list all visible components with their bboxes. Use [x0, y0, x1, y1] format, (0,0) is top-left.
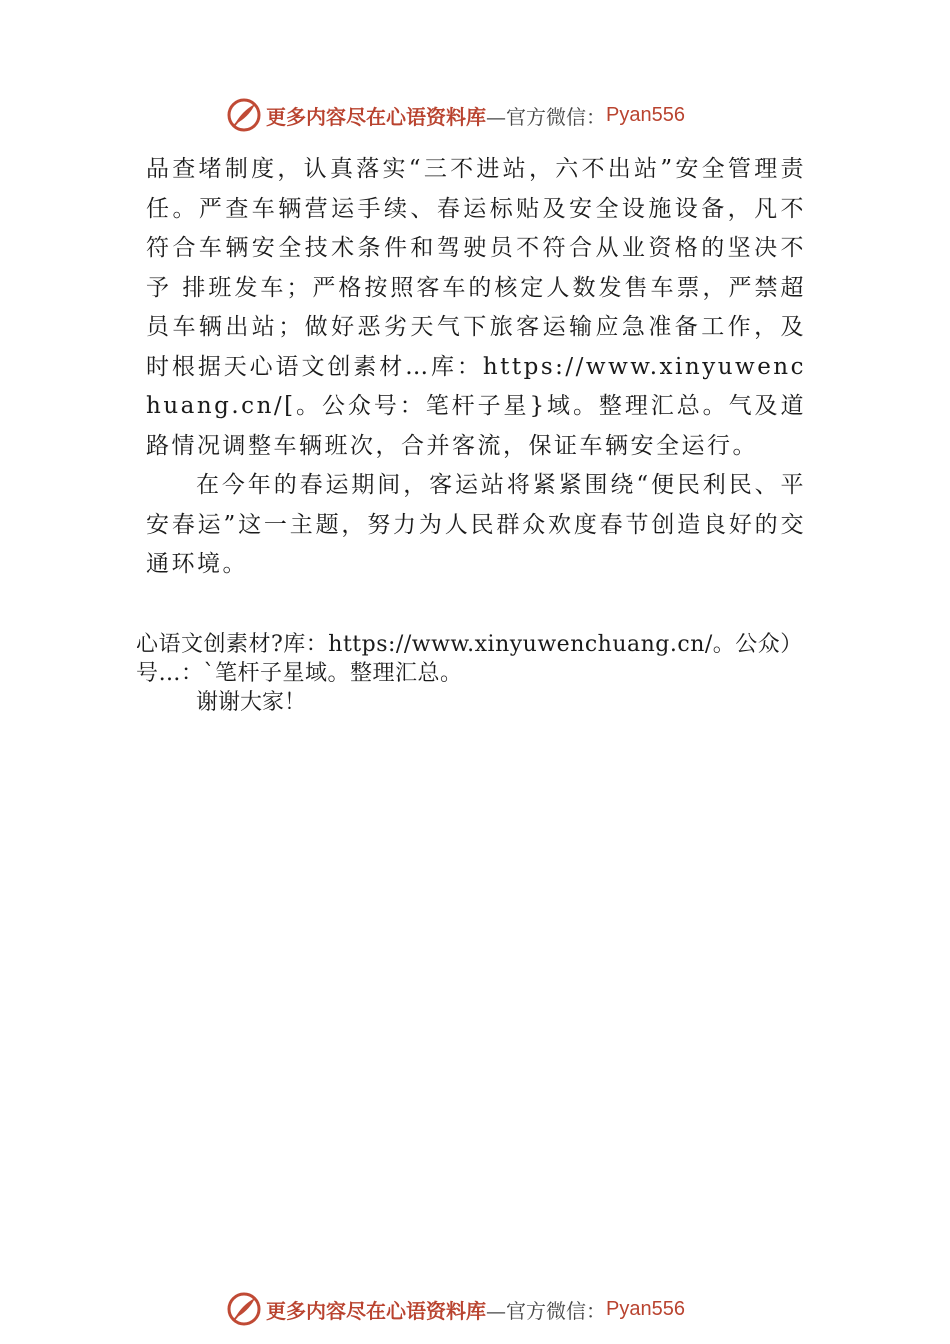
- banner-wechat-id: Pyan556: [606, 1297, 685, 1320]
- banner-sub-text: —官方微信：: [486, 104, 606, 129]
- quill-logo-icon: [226, 1291, 262, 1327]
- closing-text: 谢谢大家！: [196, 690, 307, 715]
- banner-main-text: 更多内容尽在心语资料库: [266, 1298, 486, 1323]
- source-note: 心语文创素材?库：https://www.xinyuwenchuang.cn/。公众）号…：`笔杆子星域。整理汇总。: [136, 632, 792, 686]
- paragraph-1: 品查堵制度，认真落实“三不进站，六不出站”安全管理责任。严查车辆营运手续、春运标贴及安全设施设备，凡不符合车辆安全技术条件和驾驶员不符合从业资格的坚决不予 排班发车；严格按照客车的核定人数发售车票，严禁超员车辆出站；做好恶劣天气下旅客运输应急准备工作，及时根据天心语文创素材…库：https://www.xinyuwenchuang.cn/[。公众号：笔杆子星}域。整理汇总。气及道路情况调整车辆班次，合并客流，保证车辆安全运行。: [146, 156, 806, 459]
- paragraph-2: 在今年的春运期间，客运站将紧紧围绕“便民利民、平安春运”这一主题，努力为人民群众欢度春节创造良好的交通环境。: [146, 472, 806, 577]
- banner-main-text: 更多内容尽在心语资料库: [266, 104, 486, 129]
- header-banner: [226, 97, 685, 133]
- banner-sub-text: —官方微信：: [486, 1298, 606, 1323]
- footer-banner: [226, 1291, 685, 1327]
- document-body: [146, 150, 806, 585]
- quill-logo-icon: [226, 97, 262, 133]
- banner-wechat-id: Pyan556: [606, 103, 685, 126]
